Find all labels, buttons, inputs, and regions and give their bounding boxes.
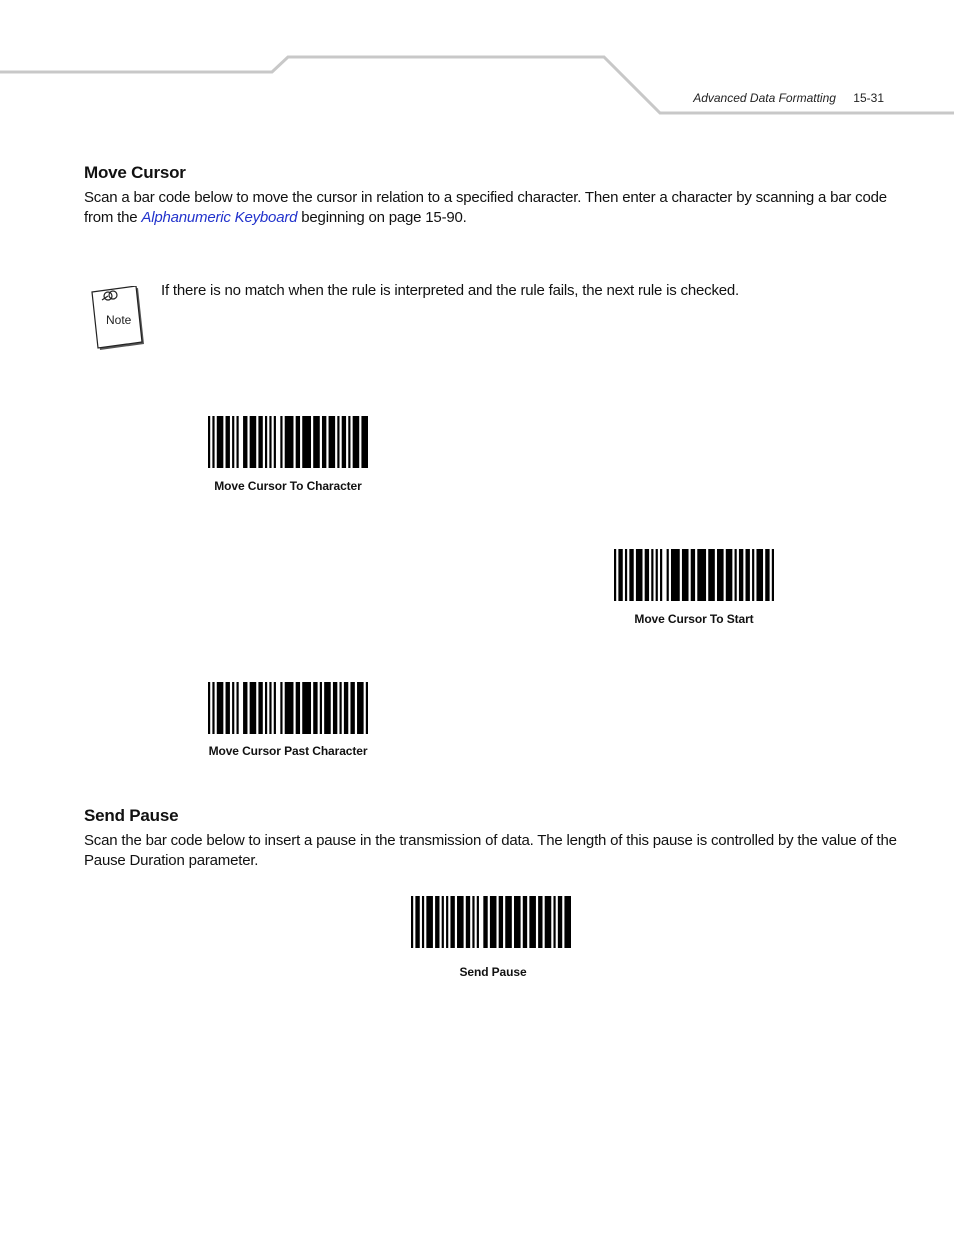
barcode-bar <box>342 416 346 468</box>
barcode-bar <box>499 896 503 948</box>
barcode-bar <box>746 549 750 601</box>
move-cursor-heading: Move Cursor <box>84 163 186 182</box>
barcode-bar <box>446 896 448 948</box>
barcode-bar <box>236 416 238 468</box>
barcode-bar <box>302 416 311 468</box>
barcode-bar <box>514 896 521 948</box>
barcode-bar <box>250 416 257 468</box>
barcode-label: Move Cursor To Start <box>634 612 754 626</box>
barcode-bar <box>265 682 267 734</box>
barcode-bar <box>708 549 715 601</box>
barcode-bar <box>208 682 210 734</box>
barcode-bar <box>265 416 267 468</box>
barcode-bar <box>313 416 320 468</box>
barcode-bar <box>258 416 262 468</box>
note-icon-label: Note <box>106 313 132 327</box>
barcode-bar <box>313 682 317 734</box>
barcode-bar <box>285 682 294 734</box>
barcode-bar <box>232 682 234 734</box>
barcode-bar <box>250 682 257 734</box>
barcode-bar <box>472 896 474 948</box>
barcode-bar <box>682 549 689 601</box>
barcode-bar <box>629 549 633 601</box>
barcode-bar <box>353 416 360 468</box>
barcode-bar <box>243 682 247 734</box>
barcode-bar <box>280 416 282 468</box>
barcode-bar <box>426 896 433 948</box>
barcode-bar <box>726 549 733 601</box>
barcode-bar <box>212 416 214 468</box>
barcode-bar <box>564 896 571 948</box>
barcode-bar <box>435 896 439 948</box>
running-header <box>693 91 884 105</box>
barcode-bar <box>717 549 724 601</box>
barcode-bar <box>442 896 444 948</box>
barcode-bar <box>614 549 616 601</box>
barcode-bar <box>477 896 479 948</box>
barcode-bar <box>618 549 622 601</box>
barcode-bar <box>660 549 662 601</box>
barcode-bar <box>320 682 322 734</box>
barcode-bar <box>651 549 653 601</box>
barcode-move-cursor-to-start <box>614 549 774 601</box>
barcode-bar <box>772 549 774 601</box>
note-text: If there is no match when the rule is interpreted and the rule fails, the next rule is checked. <box>161 282 739 299</box>
intro-text-start: Scan a bar code below to move the cursor in relation to a specified character. Then enter a character by scanning a bar code from the <box>84 189 887 226</box>
barcode-bar <box>236 682 238 734</box>
barcode-bar <box>348 416 350 468</box>
barcode-bar <box>280 682 282 734</box>
barcode-bar <box>529 896 536 948</box>
barcode-bar <box>538 896 542 948</box>
send-pause-text: Scan the bar code below to insert a pause in the transmission of data. The length of this pause is controlled by the value of the Pause Duration parameter. <box>84 832 897 869</box>
barcode-bar <box>337 416 339 468</box>
barcode-move-cursor-to-character <box>208 416 368 468</box>
barcode-bar <box>366 682 368 734</box>
barcode-label: Move Cursor Past Character <box>208 744 368 758</box>
barcode-bar <box>208 416 210 468</box>
barcode-bar <box>739 549 743 601</box>
barcode-bar <box>765 549 769 601</box>
barcode-bar <box>553 896 555 948</box>
barcode-bar <box>296 682 300 734</box>
barcode-bar <box>258 682 262 734</box>
barcode-bar <box>232 416 234 468</box>
barcode-bar <box>296 416 300 468</box>
barcode-bar <box>350 682 354 734</box>
barcode-bar <box>523 896 527 948</box>
barcode-bar <box>322 416 326 468</box>
barcode-bar <box>735 549 737 601</box>
barcode-bar <box>302 682 311 734</box>
barcode-bar <box>667 549 669 601</box>
barcode-move-cursor-past-character <box>208 682 368 734</box>
move-cursor-intro <box>84 188 904 228</box>
barcode-bar <box>422 896 424 948</box>
barcode-bar <box>274 416 276 468</box>
barcode-bar <box>636 549 643 601</box>
barcode-bar <box>415 896 419 948</box>
barcode-bar <box>324 682 331 734</box>
barcode-bar <box>344 682 348 734</box>
barcode-bar <box>505 896 512 948</box>
barcode-bar <box>450 896 454 948</box>
barcode-bar <box>269 416 271 468</box>
barcode-bar <box>752 549 754 601</box>
barcode-label: Send Pause <box>459 965 527 979</box>
barcode-bar <box>357 682 364 734</box>
barcode-bar <box>558 896 562 948</box>
barcode-bar <box>285 416 294 468</box>
barcode-send-pause <box>411 896 571 948</box>
barcode-bar <box>645 549 649 601</box>
page-number: 15-31 <box>853 91 884 105</box>
barcode-bar <box>545 896 552 948</box>
barcode-bar <box>217 682 224 734</box>
barcode-bar <box>457 896 464 948</box>
alphanumeric-keyboard-link[interactable]: Alphanumeric Keyboard <box>141 209 298 226</box>
barcode-bar <box>226 682 230 734</box>
barcode-bar <box>212 682 214 734</box>
barcode-bar <box>671 549 680 601</box>
barcode-bar <box>243 416 247 468</box>
chapter-title: Advanced Data Formatting <box>693 91 836 105</box>
barcode-bar <box>361 416 368 468</box>
barcode-bar <box>274 682 276 734</box>
barcode-bar <box>466 896 470 948</box>
barcode-bar <box>226 416 230 468</box>
barcode-bar <box>217 416 224 468</box>
barcode-bar <box>269 682 271 734</box>
barcode-label: Move Cursor To Character <box>214 479 362 493</box>
barcode-bar <box>340 682 342 734</box>
barcode-bar <box>656 549 658 601</box>
barcode-bar <box>329 416 336 468</box>
barcode-bar <box>691 549 695 601</box>
barcode-bar <box>625 549 627 601</box>
barcode-bar <box>697 549 706 601</box>
barcode-bar <box>490 896 497 948</box>
barcode-bar <box>333 682 337 734</box>
barcode-bar <box>756 549 763 601</box>
barcode-bar <box>411 896 413 948</box>
send-pause-heading: Send Pause <box>84 806 179 825</box>
barcode-bar <box>483 896 487 948</box>
intro-text-end: beginning on page 15-90. <box>297 209 467 226</box>
